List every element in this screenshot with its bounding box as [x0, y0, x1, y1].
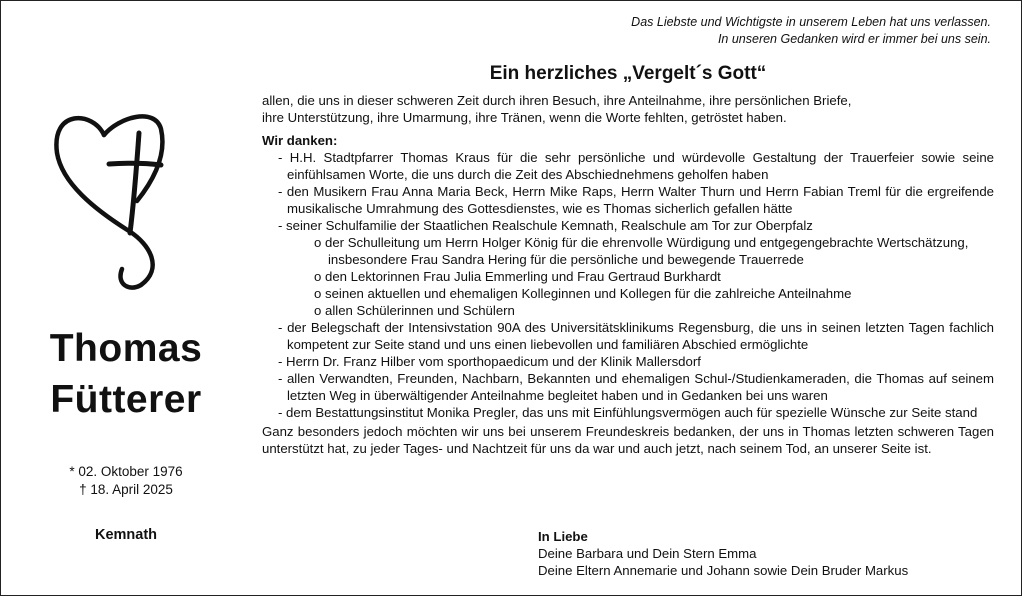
- list-item: - den Musikern Frau Anna Maria Beck, Herrn Mike Raps, Herrn Walter Thurn und Herrn Fabian Treml für die ergreifende musikalische Umrahmung des Gottesdienstes, wie es Thomas sicherlich gefallen hätte: [278, 184, 994, 216]
- intro-paragraph: [262, 92, 994, 126]
- sublist-item: o der Schulleitung um Herrn Holger König für die ehrenvolle Würdigung und entgegengebrachte Wertschätzung, insbesondere Frau Sandra Hering für die persönliche und bewegende Trauerrede: [314, 235, 969, 267]
- list-item: - allen Verwandten, Freunden, Nachbarn, Bekannten und ehemaligen Schul-/Studienkameraden, die Thomas auf seinem letzten Weg in überwältigender Anteilnahme begleitet haben und in Gedanken bei uns waren: [278, 371, 994, 403]
- school-sublist: [287, 234, 994, 319]
- main-text: [262, 92, 994, 457]
- deceased-name: [21, 323, 231, 425]
- last-name: Fütterer: [50, 378, 202, 421]
- thanks-list: [262, 149, 994, 421]
- intro-line-1: allen, die uns in dieser schweren Zeit durch ihren Besuch, ihre Anteilnahme, ihre persönlichen Briefe,: [262, 93, 852, 108]
- sublist-item: o seinen aktuellen und ehemaligen Kolleginnen und Kollegen für die zahlreiche Anteilnahme: [314, 286, 852, 301]
- death-date: † 18. April 2025: [79, 482, 173, 497]
- quote: [631, 14, 991, 48]
- intro-line-2: ihre Unterstützung, ihre Umarmung, ihre Tränen, wenn die Worte fehlten, getröstet haben.: [262, 110, 787, 125]
- thanks-heading: Ein herzliches „Vergelt´s Gott“: [489, 63, 767, 84]
- list-item: - H.H. Stadtpfarrer Thomas Kraus für die sehr persönliche und würdevolle Gestaltung der Trauerfeier sowie seine einfühlsamen Worte, die uns durch die Zeit des Abschiednehmens geholfen haben: [278, 150, 994, 182]
- list-item: [262, 217, 994, 319]
- life-dates: [21, 463, 231, 499]
- thanks-label: Wir danken:: [262, 133, 338, 148]
- heart-cross-icon: [49, 101, 169, 301]
- quote-line-1: Das Liebste und Wichtigste in unserem Leben hat uns verlassen.: [631, 15, 991, 29]
- list-item: - der Belegschaft der Intensivstation 90A des Universitätsklinikums Regensburg, die uns in seinen letzten Tagen fachlich kompetent zur Seite stand und uns einen liebevollen und familiären Abschied ermöglichte: [278, 320, 994, 352]
- first-name: Thomas: [49, 327, 203, 370]
- sublist-item: o allen Schülerinnen und Schülern: [314, 303, 515, 318]
- signoff: [538, 528, 908, 579]
- birth-date: * 02. Oktober 1976: [69, 464, 183, 479]
- quote-line-2: In unseren Gedanken wird er immer bei uns sein.: [717, 32, 991, 46]
- list-item: - dem Bestattungsinstitut Monika Pregler, das uns mit Einfühlungsvermögen auch für spezielle Wünsche zur Seite stand: [278, 405, 978, 420]
- signoff-label: In Liebe: [538, 529, 588, 544]
- list-item: - Herrn Dr. Franz Hilber vom sporthopaedicum und der Klinik Mallersdorf: [278, 354, 701, 369]
- list-item-text: - seiner Schulfamilie der Staatlichen Realschule Kemnath, Realschule am Tor zur Oberpfalz: [278, 218, 813, 233]
- closing-paragraph: Ganz besonders jedoch möchten wir uns bei unserem Freundeskreis bedanken, der uns in Thomas letzten schweren Tagen unterstützt hat, zu jeder Tages- und Nachtzeit für uns da war und auch jetzt, nach seinem Tod, an unserer Seite ist.: [262, 424, 994, 456]
- signoff-line-2: Deine Eltern Annemarie und Johann sowie Dein Bruder Markus: [538, 563, 909, 578]
- signoff-line-1: Deine Barbara und Dein Stern Emma: [538, 546, 757, 561]
- place: Kemnath: [94, 527, 158, 543]
- sublist-item: o den Lektorinnen Frau Julia Emmerling und Frau Gertraud Burkhardt: [314, 269, 721, 284]
